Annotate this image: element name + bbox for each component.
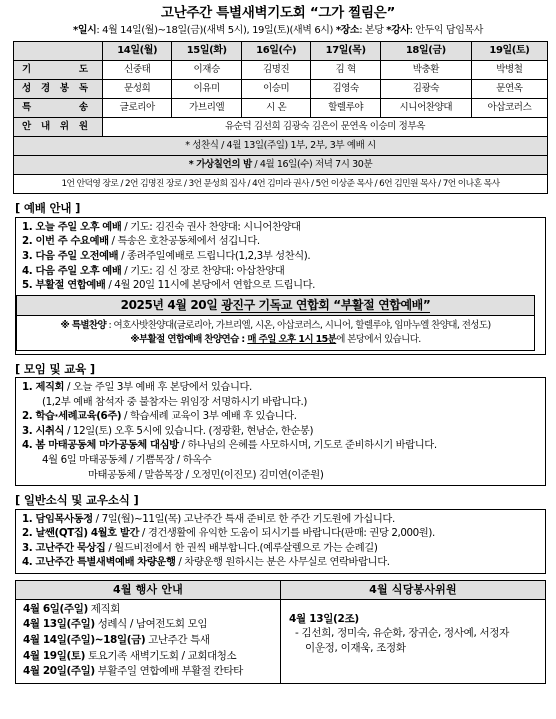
news-item xyxy=(22,512,545,527)
event-detail: 성례식 / 남여전도회 모임 xyxy=(94,618,208,631)
worship-item xyxy=(22,249,545,264)
schedule-row-reading xyxy=(14,80,548,99)
schedule-cell: 시니어찬양대 xyxy=(380,99,471,118)
event-date: 4월 6일(주일) xyxy=(23,602,88,615)
seven-words-night xyxy=(14,156,548,175)
news-item-detail: / 월드비전에서 한 권씩 배부합니다.(예루살렘으로 가는 순례길) xyxy=(105,541,378,554)
gathering-item-title: 1. 제직회 xyxy=(22,381,65,394)
news-item xyxy=(22,555,545,570)
schedule-cell: 김명진 xyxy=(241,61,310,80)
events-heading: 4월 행사 안내 xyxy=(16,581,280,600)
volunteers-names: - 김선희, 정미숙, 유순화, 장귀순, 정사예, 서정자 xyxy=(295,627,510,640)
gathering-item xyxy=(22,380,545,395)
union-title-event: 광진구 기독교 연합회 “부활절 연합예배” xyxy=(221,297,431,312)
schedule-guide-value: 유순덕 김선희 김광숙 김은이 문연옥 이승미 정부옥 xyxy=(103,118,548,137)
event-detail: 고난주간 특새 xyxy=(145,633,210,646)
worship-item xyxy=(22,220,545,235)
schedule-row-label: 성 경 봉 독 xyxy=(14,80,103,99)
worship-item xyxy=(22,264,545,279)
union-practice-label: ※부활절 연합예배 찬양연습 : xyxy=(130,333,248,345)
schedule-days-row xyxy=(14,42,548,61)
event-item xyxy=(16,664,280,680)
news-item-title: 2. 날쌘(QT집) 4월호 발간 xyxy=(22,527,140,540)
place-label: *장소 xyxy=(335,24,360,36)
worship-item xyxy=(22,278,545,293)
gathering-item-detail: / 학습세례 교육이 3부 예배 후 있습니다. xyxy=(121,410,297,423)
schedule-cell: 박병철 xyxy=(471,61,547,80)
worship-item-detail: / 기도: 김진숙 권사 찬양대: 시니어찬양대 xyxy=(121,220,301,233)
volunteers-panel xyxy=(281,581,545,683)
gathering-item-detail: / 12일(토) 오후 5시에 있습니다. (정광환, 현남순, 한순봉) xyxy=(64,424,314,437)
gathering-visit-line: 4월 6일 마태공동체 / 기쁨목장 / 하옥수 xyxy=(42,454,212,467)
events-panel xyxy=(16,581,281,683)
event-date: 4월 19일(토) xyxy=(23,649,85,662)
news-item-title: 4. 고난주간 특별새벽예배 차량운행 xyxy=(22,556,176,569)
gathering-item-title: 4. 봄 마태공동체 마가공동체 대심방 xyxy=(22,439,179,452)
union-special-song-label: ※ 특별찬양 xyxy=(60,319,107,331)
schedule-day: 14일(월) xyxy=(103,42,172,61)
speaker-label: *강사 xyxy=(386,24,410,36)
volunteers-body xyxy=(281,600,545,656)
gathering-item-title: 2. 학습·세례교육(6주) xyxy=(22,410,122,423)
schedule-cell: 김영숙 xyxy=(311,80,380,99)
schedule-cell: 김광숙 xyxy=(380,80,471,99)
news-item-detail: / 7일(월)~11일(목) 고난주간 특새 준비로 한 주간 기도원에 가십니다. xyxy=(92,512,395,525)
news-heading: [ 일반소식 및 교우소식 ] xyxy=(15,493,139,508)
speaker-value: : 안두익 담임목사 xyxy=(409,24,483,36)
schedule-cell: 이재승 xyxy=(172,61,241,80)
schedule-day: 19일(토) xyxy=(471,42,547,61)
schedule-cell: 시 온 xyxy=(241,99,310,118)
schedule-day: 18일(금) xyxy=(380,42,471,61)
event-detail: 부활주일 연합예배 부활절 칸타타 xyxy=(94,665,243,678)
news-item-detail: / 경건생활에 유익한 도움이 되시기를 바랍니다(판매: 권당 2,000원). xyxy=(139,527,435,540)
event-date: 4월 13일(주일) xyxy=(23,618,95,631)
news-item-title: 1. 담임목사동정 xyxy=(22,512,93,525)
worship-item-title: 4. 다음 주일 오후 예배 xyxy=(22,264,122,277)
worship-item-detail: / 4월 20일 11시에 본당에서 연합으로 드립니다. xyxy=(105,279,316,292)
volunteers-heading: 4월 식당봉사위원 xyxy=(281,581,545,600)
gathering-item-detail: / 하나님의 은혜를 사모하시며, 기도로 준비하시기 바랍니다. xyxy=(178,439,437,452)
event-detail: 제직회 xyxy=(87,602,121,615)
schedule-day: 15일(화) xyxy=(172,42,241,61)
schedule-day: 16일(수) xyxy=(241,42,310,61)
schedule-cell: 아삽코러스 xyxy=(471,99,547,118)
worship-item xyxy=(22,234,545,249)
union-worship-body xyxy=(17,316,534,350)
gathering-item-note: (1,2부 예배 참석자 중 불참자는 위임장 서명하시기 바랍니다.) xyxy=(42,395,307,408)
schedule-cell: 신중태 xyxy=(103,61,172,80)
bottom-panels xyxy=(15,580,546,684)
events-list xyxy=(16,600,280,680)
gathering-item xyxy=(22,438,545,453)
worship-item-title: 5. 부활절 연합예배 xyxy=(22,279,106,292)
gathering-visit-line: 마태공동체 / 말씀목장 / 오정민(이진모) 김미연(이준원) xyxy=(88,468,324,481)
schedule-row-communion xyxy=(14,137,548,156)
gathering-heading: [ 모임 및 교육 ] xyxy=(15,361,95,376)
news-item xyxy=(22,526,545,541)
schedule-row-guide xyxy=(14,118,548,137)
schedule-row-song xyxy=(14,99,548,118)
news-item-title: 3. 고난주간 묵상집 xyxy=(22,541,106,554)
seven-words-speakers: 1언 안덕영 장로 / 2언 김명진 장로 / 3언 문성희 집사 / 4언 김미라 권사 / 5언 이상준 목사 / 6언 김민원 목사 / 7언 이나혼 목사 xyxy=(14,175,548,194)
date-label: *일시 xyxy=(73,24,97,36)
union-special-song-value: : 여호사밧찬양대(글로리아, 가브리엘, 시온, 아삽코러스, 시니어, 할렐루야, 임마누엘 찬양대, 전성도) xyxy=(106,319,491,331)
news-box xyxy=(15,509,546,574)
gathering-item-title: 3. 시취식 xyxy=(22,424,65,437)
event-date: 4월 20일(주일) xyxy=(23,665,95,678)
schedule-row-label: 안 내 위 원 xyxy=(14,118,103,137)
schedule-cell: 김 혁 xyxy=(311,61,380,80)
union-title-date: 2025년 4월 20일 xyxy=(120,297,222,312)
worship-item-title: 3. 다음 주일 오전예배 xyxy=(22,249,119,262)
schedule-cell: 할렐루야 xyxy=(311,99,380,118)
gathering-item xyxy=(22,409,545,424)
event-date: 4월 14일(주일)~18일(금) xyxy=(23,633,146,646)
event-info xyxy=(0,25,556,38)
news-item-detail: / 차량운행 원하시는 분은 사무실로 연락바랍니다. xyxy=(175,556,390,569)
schedule-row-night xyxy=(14,156,548,175)
worship-item-title: 2. 이번 주 수요예배 xyxy=(22,235,109,248)
seven-words-night-value: / 4월 16일(수) 저녁 7시 30분 xyxy=(251,159,373,171)
schedule-row-prayer xyxy=(14,61,548,80)
place-value: : 본당 xyxy=(359,24,384,36)
union-worship-box xyxy=(16,295,535,351)
gathering-item-detail: / 오늘 주일 3부 예배 후 본당에서 있습니다. xyxy=(64,381,252,394)
worship-item-detail: / 특송은 호찬공동체에서 섬깁니다. xyxy=(108,235,260,248)
worship-item-detail: / 종려주일예배로 드립니다(1,2,3부 성찬식). xyxy=(118,249,311,262)
schedule-table xyxy=(13,41,548,194)
union-worship-title xyxy=(17,296,534,316)
schedule-row-label: 특 송 xyxy=(14,99,103,118)
gathering-box xyxy=(15,377,546,486)
news-item xyxy=(22,541,545,556)
event-detail: 토요기족 새벽기도회 / 교회대청소 xyxy=(85,649,237,662)
schedule-cell: 글로리아 xyxy=(103,99,172,118)
date-value: : 4월 14일(월)~18일(금)(새벽 5시), 19일(토)(새벽 6시) xyxy=(96,24,334,36)
schedule-day: 17일(목) xyxy=(311,42,380,61)
schedule-row-seven-words xyxy=(14,175,548,194)
gathering-item xyxy=(22,424,545,439)
schedule-row-label: 기 도 xyxy=(14,61,103,80)
seven-words-night-label: * 가상칠언의 밤 xyxy=(188,159,252,171)
communion-note: * 성찬식 / 4월 13일(주일) 1부, 2부, 3부 예배 시 xyxy=(14,137,548,156)
schedule-cell: 박충환 xyxy=(380,61,471,80)
worship-heading: [ 예배 안내 ] xyxy=(15,201,81,216)
volunteers-names: 이운정, 이재욱, 조정화 xyxy=(305,641,406,654)
schedule-cell: 문성희 xyxy=(103,80,172,99)
page-title: 고난주간 특별새벽기도회 “그가 찔림은” xyxy=(160,5,396,21)
volunteers-date: 4월 13일(2조) xyxy=(289,612,359,625)
schedule-corner xyxy=(14,42,103,61)
worship-item-detail: / 기도: 김 신 장로 찬양대: 아삽찬양대 xyxy=(121,264,285,277)
union-special-song xyxy=(17,319,534,333)
event-item xyxy=(16,617,280,633)
worship-box xyxy=(15,217,546,355)
schedule-cell: 이승미 xyxy=(241,80,310,99)
schedule-cell: 이유미 xyxy=(172,80,241,99)
event-item xyxy=(16,602,280,618)
union-practice xyxy=(17,333,534,347)
union-practice-time: 매 주일 오후 1시 15분 xyxy=(247,333,337,345)
event-item xyxy=(16,633,280,649)
union-practice-rest: 에 본당에서 있습니다. xyxy=(336,333,421,345)
schedule-cell: 가브리엘 xyxy=(172,99,241,118)
event-item xyxy=(16,649,280,665)
worship-item-title: 1. 오늘 주일 오후 예배 xyxy=(22,220,122,233)
schedule-cell: 문연옥 xyxy=(471,80,547,99)
